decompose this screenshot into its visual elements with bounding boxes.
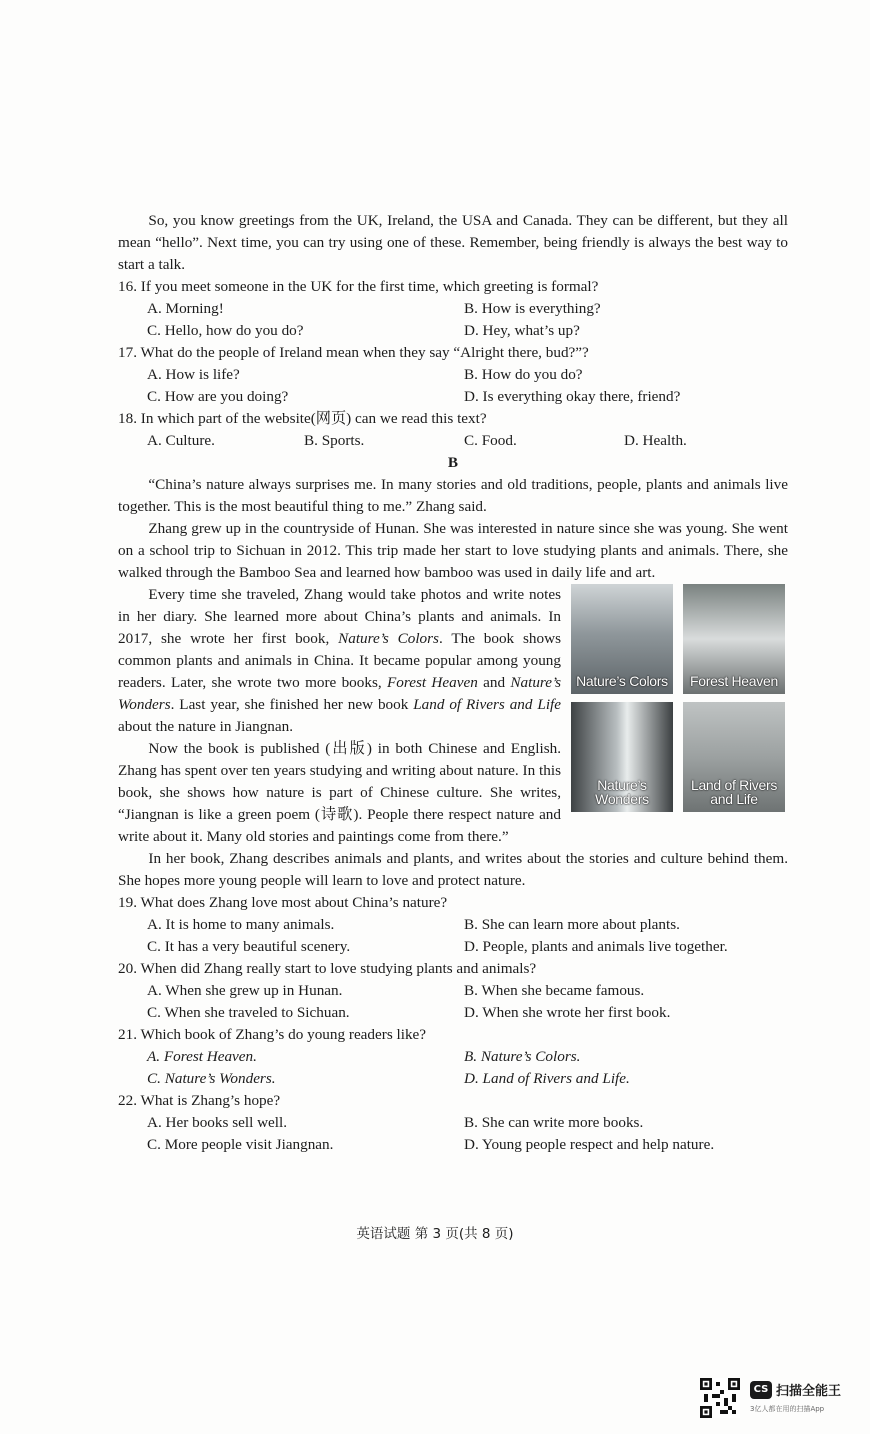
book-title: Nature’s Wonders [118, 674, 562, 713]
qr-code-icon [700, 1378, 740, 1418]
page-footer: 英语试题 第 3 页(共 8 页) [356, 1226, 514, 1242]
option: D. Health. [624, 432, 687, 449]
option: D. Young people respect and help nature. [464, 1136, 715, 1153]
text: Every time she traveled, Zhang would take photos and write notes in her diary. She learned more about China’s plants and animals. In 2017, she wrote her first book, [118, 586, 561, 647]
option: B. She can write more books. [464, 1114, 644, 1131]
text: . The book shows common plants and animals in China. It became popular among young readers. Later, she wrote two more books, [118, 630, 561, 691]
option: A. How is life? [147, 366, 240, 383]
option: B. How do you do? [464, 366, 583, 383]
question-17-options [147, 364, 788, 408]
scanner-app-name: 扫描全能王 [776, 1384, 842, 1399]
passage-b-p4: Now the book is published (出版) in both Chinese and English. Zhang has spent over ten years studying and writing about nature. In this book, she shows how nature is part of Chinese culture. She writes, “Jiangnan is like a green poem (诗歌). People there respect nature and write about it. Many old stories and paintings come from there.” [118, 740, 561, 845]
option: A. It is home to many animals. [147, 916, 335, 933]
option: A. Culture. [147, 432, 215, 449]
option: C. Food. [464, 432, 517, 449]
option: B. When she became famous. [464, 982, 645, 999]
question-18-options [147, 430, 788, 452]
cs-logo-icon: CS [750, 1381, 772, 1399]
option: A. Morning! [147, 300, 224, 317]
text: and [477, 674, 511, 691]
option: D. People, plants and animals live together. [464, 938, 728, 955]
option: C. Hello, how do you do? [147, 322, 304, 339]
option: A. Her books sell well. [147, 1114, 288, 1131]
page-content [118, 210, 788, 1156]
option: C. It has a very beautiful scenery. [147, 938, 351, 955]
book-cover-land-of-rivers [683, 702, 785, 812]
passage-b-float-section [118, 584, 788, 848]
book-title: Nature’s Colors [338, 630, 439, 647]
scanner-watermark [700, 1378, 852, 1420]
passage-a-ending: So, you know greetings from the UK, Ireland, the USA and Canada. They can be different, but they all mean “hello”. Next time, you can try using one of these. Remember, being friendly is always the best way to start a talk. [118, 212, 788, 273]
option: D. When she wrote her first book. [464, 1004, 671, 1021]
passage-b-p5: In her book, Zhang describes animals and plants, and writes about the stories and culture behind them. She hopes more young people will learn to love and protect nature. [118, 850, 788, 889]
option: C. How are you doing? [147, 388, 289, 405]
question-19-options [147, 914, 788, 958]
book-title: Forest Heaven [387, 674, 478, 691]
book-cover-title: Nature’s Wonders [595, 777, 649, 807]
passage-b-p2: Zhang grew up in the countryside of Hunan. She was interested in nature since she was young. She went on a school trip to Sichuan in 2012. This trip made her start to love studying plants and animals. There, she walked through the Bamboo Sea and learned how bamboo was used in daily life and art. [118, 520, 788, 581]
option: A. Forest Heaven. [147, 1048, 257, 1065]
book-cover-title: Land of Rivers and Life [690, 777, 778, 807]
book-cover-natures-wonders [571, 702, 673, 812]
question-21-options [147, 1046, 788, 1090]
book-title: Land of Rivers and Life [413, 696, 562, 713]
text: . Last year, she finished her new book [170, 696, 414, 713]
option: B. How is everything? [464, 300, 601, 317]
book-cover-title: Forest Heaven [690, 673, 778, 689]
book-cover-title: Nature’s Colors [576, 673, 668, 689]
question-16-options [147, 298, 788, 342]
option: C. More people visit Jiangnan. [147, 1136, 334, 1153]
option: B. She can learn more about plants. [464, 916, 680, 933]
option: D. Land of Rivers and Life. [464, 1070, 630, 1087]
book-cover-forest-heaven [683, 584, 785, 694]
text: about the nature in Jiangnan. [118, 718, 294, 735]
question-17: 17. What do the people of Ireland mean when they say “Alright there, bud?”? [118, 344, 589, 361]
option: B. Sports. [304, 432, 365, 449]
question-21: 21. Which book of Zhang’s do young readers like? [118, 1026, 427, 1043]
question-20: 20. When did Zhang really start to love studying plants and animals? [118, 960, 537, 977]
question-19: 19. What does Zhang love most about China’s nature? [118, 894, 448, 911]
question-18: 18. In which part of the website(网页) can we read this text? [118, 410, 487, 427]
book-cover-natures-colors [571, 584, 673, 694]
section-b-heading: B [447, 454, 459, 471]
question-22-options [147, 1112, 788, 1156]
option: D. Is everything okay there, friend? [464, 388, 681, 405]
option: D. Hey, what’s up? [464, 322, 580, 339]
question-22: 22. What is Zhang’s hope? [118, 1092, 281, 1109]
option: C. When she traveled to Sichuan. [147, 1004, 350, 1021]
option: C. Nature’s Wonders. [147, 1070, 276, 1087]
option: A. When she grew up in Hunan. [147, 982, 343, 999]
scanner-app-tagline: 3亿人都在用的扫描App [750, 1405, 825, 1413]
question-16: 16. If you meet someone in the UK for the first time, which greeting is formal? [118, 278, 599, 295]
book-covers [571, 584, 788, 814]
question-20-options [147, 980, 788, 1024]
passage-b-p1: “China’s nature always surprises me. In many stories and old traditions, people, plants and animals live together. This is the most beautiful thing to me.” Zhang said. [118, 476, 788, 515]
option: B. Nature’s Colors. [464, 1048, 581, 1065]
